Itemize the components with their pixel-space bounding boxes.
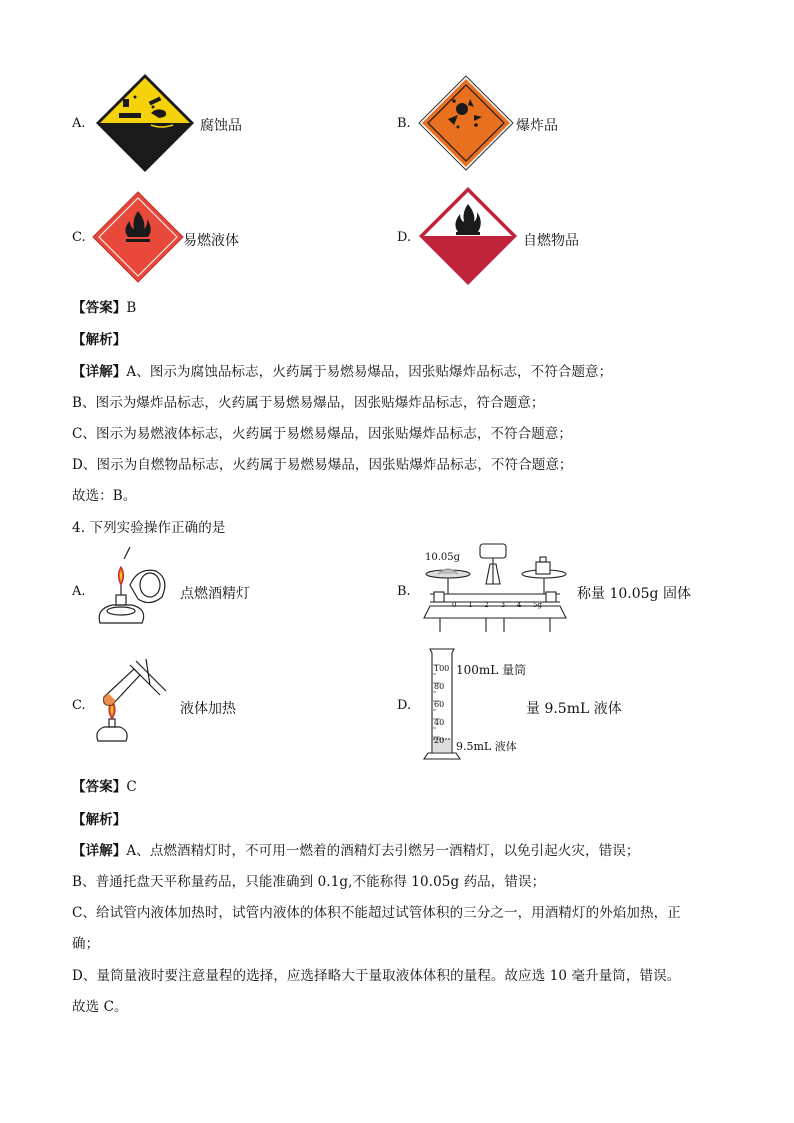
cylinder-tick: 20 <box>434 736 445 745</box>
option-a-letter: A. <box>72 116 86 131</box>
heating-test-tube-icon <box>90 655 170 747</box>
q3-detail-line: 【详解】A、图示为腐蚀品标志，火药属于易燃易爆品，因张贴爆炸品标志，不符合题意； <box>72 364 613 380</box>
q4-conclusion: 故选 C。 <box>72 999 128 1015</box>
q4-analysis-tag: 【解析】 <box>72 812 127 828</box>
scale-tick: 2 <box>484 601 489 609</box>
option-c-letter: C. <box>72 230 86 245</box>
scale-tick: 1 <box>468 601 473 609</box>
scale-tick: 3 <box>500 601 506 609</box>
cylinder-title: 100mL 量筒 <box>456 663 527 677</box>
q4-detail-line: B、普通托盘天平称量药品，只能准确到 0.1g,不能称得 10.05g 药品，错误； <box>72 874 546 890</box>
option-d-letter: D. <box>397 230 412 245</box>
option-c-label: 易燃液体 <box>183 233 239 249</box>
option-a-label: 点燃酒精灯 <box>180 586 250 602</box>
q4-detail-line: 确； <box>72 936 100 952</box>
scale-tick: 0 <box>452 601 457 609</box>
cylinder-tick: 100 <box>434 664 450 673</box>
flammable-liquid-sign-icon <box>92 191 184 283</box>
option-b-label: 爆炸品 <box>516 118 558 134</box>
q4-detail-line: 【详解】A、点燃酒精灯时，不可用一燃着的酒精灯去引燃另一酒精灯，以免引起火灾，错误； <box>72 843 640 859</box>
balance-reading: 10.05g <box>425 552 461 563</box>
q4-detail-line: C、给试管内液体加热时，试管内液体的体积不能超过试管体积的三分之一，用酒精灯的外焰加热，正 <box>72 905 681 921</box>
corrosive-sign-icon <box>95 73 195 173</box>
spontaneous-combustion-sign-icon <box>418 186 518 286</box>
cylinder-liquid-label: 9.5mL 液体 <box>456 740 517 753</box>
option-d-label: 量 9.5mL 液体 <box>526 701 622 717</box>
cylinder-ticks <box>434 660 449 750</box>
explosive-sign-icon <box>418 75 514 171</box>
option-b-letter: B. <box>397 584 411 599</box>
option-b-label: 称量 10.05g 固体 <box>577 586 691 602</box>
cylinder-tick: 60 <box>434 700 445 709</box>
q3-conclusion: 故选：B。 <box>72 488 137 504</box>
scale-tick: 5g <box>533 601 542 609</box>
option-c-label: 液体加热 <box>180 701 236 717</box>
balance-scale-numbers <box>452 601 542 609</box>
q3-detail-line: C、图示为易燃液体标志，火药属于易燃易爆品，因张贴爆炸品标志，不符合题意； <box>72 426 573 442</box>
option-b-letter: B. <box>397 116 411 131</box>
option-d-letter: D. <box>397 698 412 713</box>
q4-answer: 【答案】C <box>72 779 137 795</box>
q3-detail-line: B、图示为爆炸品标志，火药属于易燃易爆品，因张贴爆炸品标志，符合题意； <box>72 395 545 411</box>
q4-stem: 4. 下列实验操作正确的是 <box>72 520 226 536</box>
option-a-letter: A. <box>72 584 86 599</box>
lighting-alcohol-lamp-icon <box>90 545 180 635</box>
option-d-label: 自燃物品 <box>523 233 579 249</box>
q3-analysis-tag: 【解析】 <box>72 332 127 348</box>
q3-answer: 【答案】B <box>72 300 137 316</box>
option-a-label: 腐蚀品 <box>200 118 242 134</box>
option-c-letter: C. <box>72 698 86 713</box>
q4-detail-line: D、量筒量液时要注意量程的选择，应选择略大于量取液体体积的量程。故应选 10 毫升量筒，错误。 <box>72 968 681 984</box>
cylinder-tick: 40 <box>434 718 445 727</box>
q3-detail-line: D、图示为自燃物品标志，火药属于易燃易爆品，因张贴爆炸品标志，不符合题意； <box>72 457 573 473</box>
cylinder-tick: 80 <box>434 682 445 691</box>
scale-tick: 4 <box>516 601 522 609</box>
